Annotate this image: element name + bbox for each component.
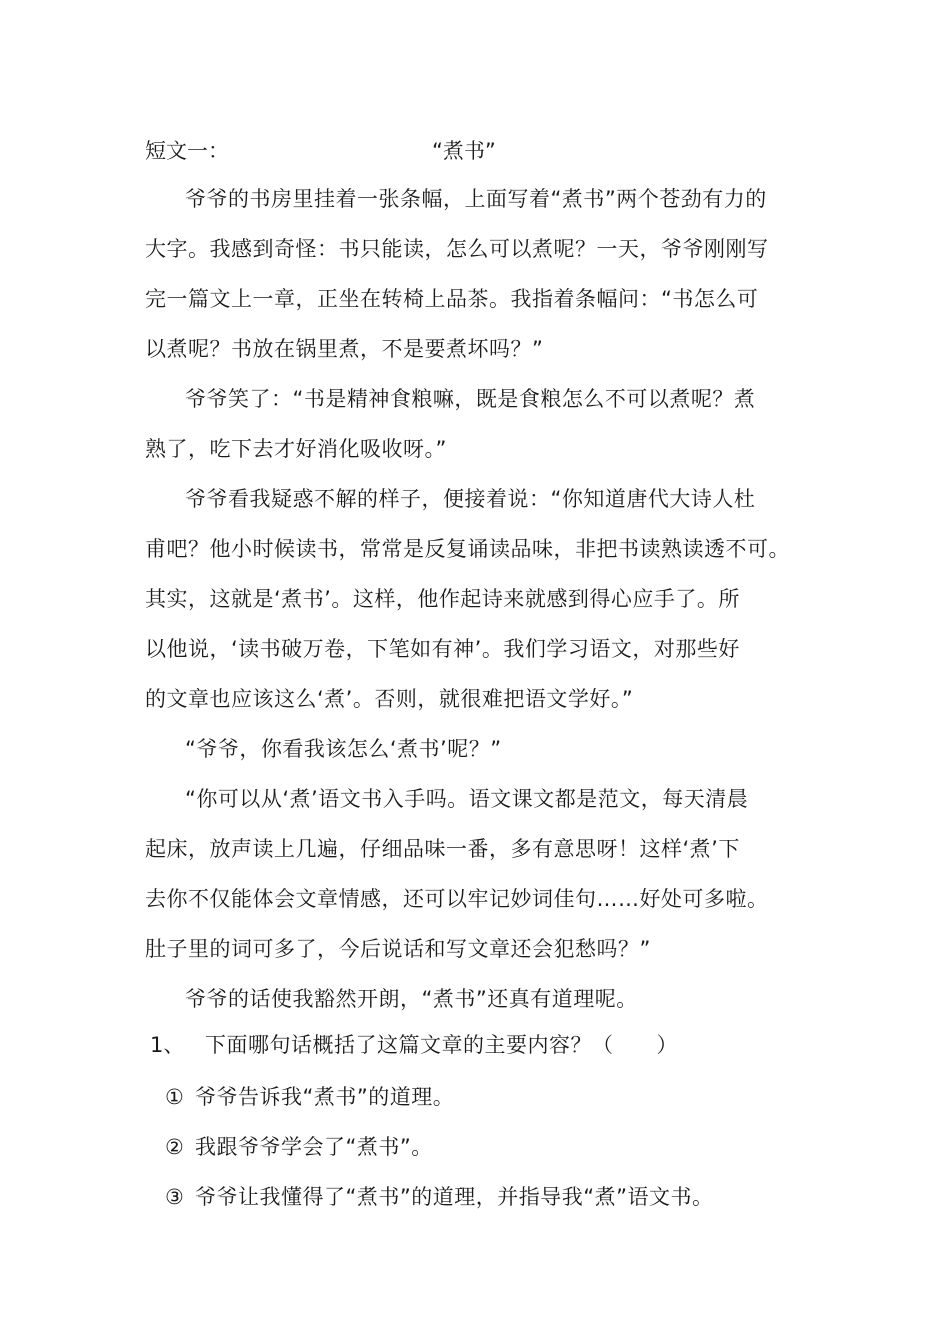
passage-title: “煮书” bbox=[432, 139, 496, 163]
passage-line: 起床，放声读上几遍，仔细品味一番，多有意思呀！这样‘煮’下 bbox=[145, 837, 740, 861]
passage-line: 爷爷笑了：“书是精神食粮嘛，既是食粮怎么不可以煮呢？煮 bbox=[185, 387, 756, 411]
option-text: 爷爷让我懂得了“煮书”的道理，并指导我“煮”语文书。 bbox=[195, 1185, 714, 1209]
passage-label: 短文一： bbox=[145, 139, 229, 163]
passage-line: 以他说，‘读书破万卷，下笔如有神’。我们学习语文，对那些好 bbox=[145, 637, 740, 661]
answer-option bbox=[165, 1182, 714, 1212]
option-mark: ② bbox=[165, 1135, 185, 1159]
passage-line: “你可以从‘煮’语文书入手吗。语文课文都是范文，每天清晨 bbox=[185, 787, 749, 811]
passage-line: 甫吧？他小时候读书，常常是反复诵读品味，非把书读熟读透不可。 bbox=[145, 537, 790, 561]
option-text: 爷爷告诉我“煮书”的道理。 bbox=[195, 1085, 455, 1109]
option-mark: ① bbox=[165, 1085, 185, 1109]
passage-line: 完一篇文上一章，正坐在转椅上品茶。我指着条幅问：“书怎么可 bbox=[145, 287, 759, 311]
answer-option bbox=[165, 1082, 454, 1112]
answer-option bbox=[165, 1132, 433, 1162]
question-text: 下面哪句话概括了这篇文章的主要内容？（ ） bbox=[205, 1033, 678, 1057]
passage-line: 的文章也应该这么‘煮’。否则，就很难把语文学好。” bbox=[145, 687, 634, 711]
option-text: 我跟爷爷学会了“煮书”。 bbox=[195, 1135, 433, 1159]
passage-line: 熟了，吃下去才好消化吸收呀。” bbox=[145, 437, 447, 461]
option-mark: ③ bbox=[165, 1185, 185, 1209]
passage-line: 其实，这就是‘煮书’。这样，他作起诗来就感到得心应手了。所 bbox=[145, 587, 740, 611]
passage-line: 肚子里的词可多了，今后说话和写文章还会犯愁吗？” bbox=[145, 937, 651, 961]
passage-line: 大字。我感到奇怪：书只能读，怎么可以煮呢？一天，爷爷刚刚写 bbox=[145, 237, 769, 261]
passage-line: 爷爷的书房里挂着一张条幅，上面写着“煮书”两个苍劲有力的 bbox=[185, 187, 767, 211]
passage-line: 爷爷看我疑惑不解的样子，便接着说：“你知道唐代大诗人杜 bbox=[185, 487, 756, 511]
question-number: 1、 bbox=[150, 1033, 185, 1057]
passage-line: 爷爷的话使我豁然开朗，“煮书”还真有道理呢。 bbox=[185, 987, 638, 1011]
passage-line: 去你不仅能体会文章情感，还可以牢记妙词佳句……好处可多啦。 bbox=[145, 887, 769, 911]
passage-line: “爷爷，你看我该怎么‘煮书’呢？” bbox=[185, 737, 502, 761]
passage-line: 以煮呢？书放在锅里煮，不是要煮坏吗？” bbox=[145, 337, 544, 361]
